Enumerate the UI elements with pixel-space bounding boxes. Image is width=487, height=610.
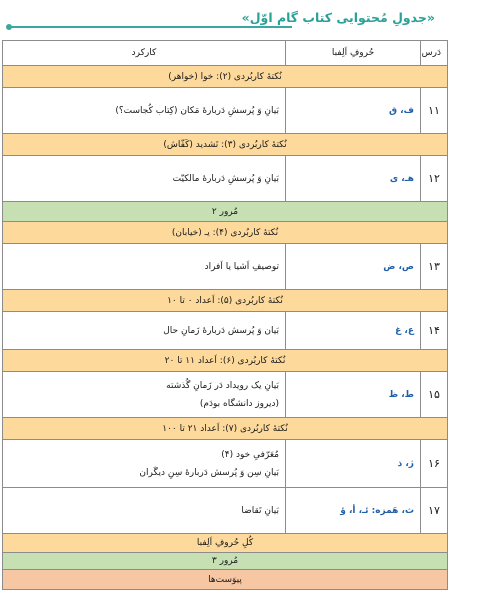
note-row — [3, 66, 448, 88]
lesson-row — [3, 372, 448, 418]
note-row — [3, 134, 448, 156]
note-row — [3, 290, 448, 312]
lesson-task-line: (دیروز دانشگاه بودَم) — [199, 398, 279, 409]
note-text: نُکتهٔ کاربُردی (۴): یـ (خیابان) — [3, 222, 448, 244]
lesson-task: بَیانِ وَ پُرسشِ دَربارهٔ مَکان (کِتاب کُجاست؟) — [3, 88, 286, 134]
note-row — [3, 418, 448, 440]
lesson-row — [3, 488, 448, 534]
lesson-number: ۱۴ — [421, 312, 448, 350]
note-text: نُکتهٔ کاربُردی (۷): اَعداد ۲۱ تا ۱۰۰ — [3, 418, 448, 440]
lesson-row — [3, 156, 448, 202]
lesson-number: ۱۶ — [421, 440, 448, 488]
lesson-letters: ط، ظ — [286, 372, 421, 418]
note-text: نُکتهٔ کاربُردی (۳): تَشدید (کَفّاش) — [3, 134, 448, 156]
lesson-letters: ف، ق — [286, 88, 421, 134]
lesson-row — [3, 88, 448, 134]
lesson-task-line: بَیانِ یک رویداد دَر زَمانِ گُذشته — [166, 380, 279, 391]
lesson-task — [3, 440, 286, 488]
review-text: مُرور ۳ — [3, 553, 448, 570]
lesson-row — [3, 312, 448, 350]
lesson-number: ۱۱ — [421, 88, 448, 134]
lesson-task — [3, 372, 286, 418]
content-table — [2, 40, 448, 590]
page-title: «جدولِ مُحتوایی کتاب گام اوّل» — [241, 10, 435, 25]
lesson-letters: ث، هَمزه: ئـ، أ، ؤ — [286, 488, 421, 534]
header-letters: حُروفِ اَلِفبا — [286, 41, 421, 66]
title-underline — [10, 26, 292, 28]
appendix-text: پیوَست‌ها — [3, 570, 448, 590]
lesson-number: ۱۲ — [421, 156, 448, 202]
lesson-row — [3, 440, 448, 488]
review-text: مُرور ۲ — [3, 202, 448, 222]
lesson-letters: هـ، ی — [286, 156, 421, 202]
lesson-letters: ص، ض — [286, 244, 421, 290]
lesson-task: بَیانِ وَ پُرسشِ دَربارهٔ مالکیّت — [3, 156, 286, 202]
review-row — [3, 202, 448, 222]
lesson-task: بَیان وَ پُرسش دَربارهٔ زَمانِ حال — [3, 312, 286, 350]
note-text: نُکتهٔ کاربُردی (۵): اَعداد ۰ تا ۱۰ — [3, 290, 448, 312]
title-bar — [0, 4, 487, 36]
header-task: کارکرد — [3, 41, 286, 66]
appendix-row — [3, 570, 448, 590]
lesson-number: ۱۷ — [421, 488, 448, 534]
review-row — [3, 553, 448, 570]
lesson-task: بَیانِ تَقاضا — [3, 488, 286, 534]
lesson-number: ۱۵ — [421, 372, 448, 418]
lesson-task: توصیفِ اَشیا یا اَفراد — [3, 244, 286, 290]
all-letters-text: کُلِ حُروفِ اَلِفبا — [3, 534, 448, 553]
note-text: نُکتهٔ کاربُردی (۲): خوا (خواهر) — [3, 66, 448, 88]
all-letters-row — [3, 534, 448, 553]
note-text: نُکتهٔ کاربُردی (۶): اَعداد ۱۱ تا ۲۰ — [3, 350, 448, 372]
table-header — [3, 41, 448, 66]
lesson-task-line: بَیانِ سِن وَ پُرسش دَربارهٔ سِنِ دیگَران — [139, 467, 279, 478]
header-lesson: دَرس — [421, 41, 448, 66]
lesson-letters: ژ، ذ — [286, 440, 421, 488]
lesson-row — [3, 244, 448, 290]
lesson-number: ۱۳ — [421, 244, 448, 290]
lesson-letters: ع، غ — [286, 312, 421, 350]
lesson-task-line: مُعَرّفیِ خود (۴) — [221, 449, 279, 460]
note-row — [3, 222, 448, 244]
note-row — [3, 350, 448, 372]
